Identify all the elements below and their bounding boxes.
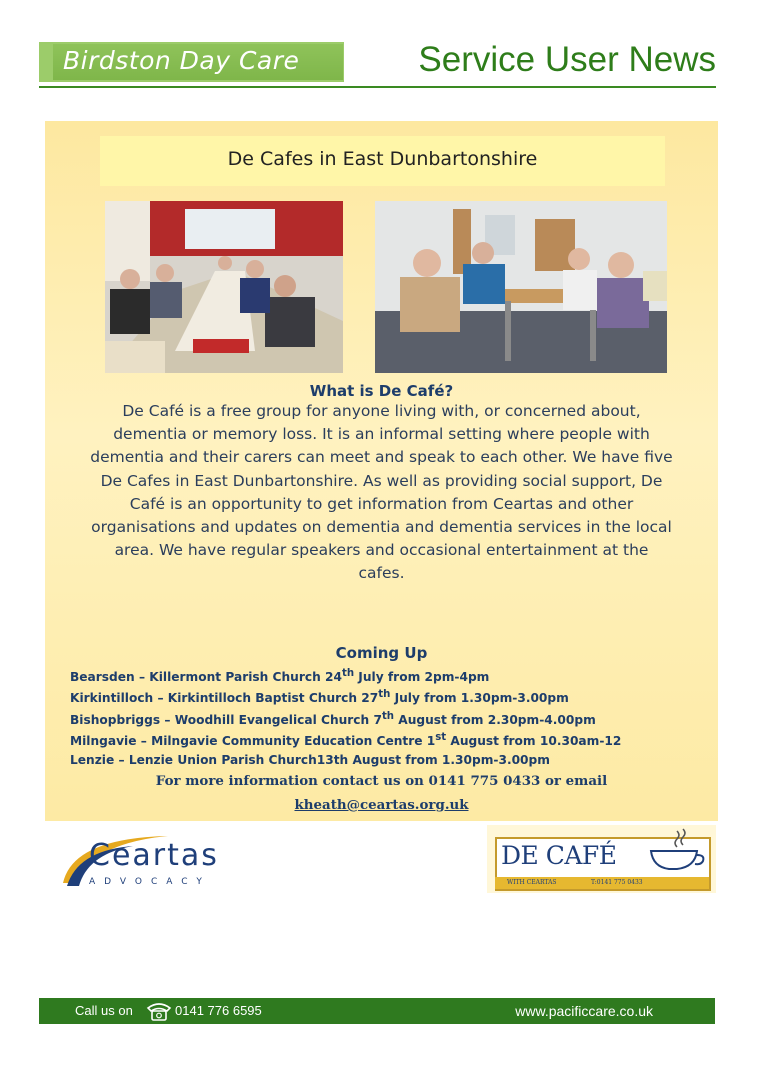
- coming-up-heading: Coming Up: [335, 644, 428, 662]
- event-item: Bearsden – Killermont Parish Church 24th July from 2pm-4pm: [70, 668, 490, 685]
- cafe-group-photo: [105, 201, 343, 373]
- event-item: Lenzie – Lenzie Union Parish Church13th August from 1.30pm-3.00pm: [70, 752, 550, 767]
- what-is-de-cafe-heading: What is De Café?: [309, 382, 454, 400]
- ceartas-tagline: ADVOCACY: [89, 877, 211, 887]
- contact-text: For more information contact us on 0141 775 0433 or email: [155, 773, 608, 789]
- de-cafe-strip-phone: T:0141 775 0433: [591, 879, 643, 886]
- header-divider: [39, 86, 716, 88]
- brand-name: Birdston Day Care: [63, 46, 300, 75]
- phone-icon: [146, 1000, 172, 1022]
- event-item: Milngavie – Milngavie Community Education Centre 1st August from 10.30am-12: [70, 732, 622, 749]
- coffee-cup-icon: [647, 827, 709, 875]
- de-cafe-logo-strip: [495, 877, 709, 889]
- cafe-table-photo: [375, 201, 667, 373]
- newsletter-title: Service User News: [418, 40, 716, 79]
- footer-website-link[interactable]: www.pacificcare.co.uk: [515, 1003, 653, 1019]
- de-cafe-wordmark: DE CAFÉ: [501, 841, 617, 870]
- poster-title: De Cafes in East Dunbartonshire: [227, 148, 538, 170]
- de-cafe-poster: [45, 121, 718, 821]
- footer-bar: [39, 998, 715, 1024]
- contact-email-link[interactable]: kheath@ceartas.org.uk: [294, 797, 469, 813]
- ceartas-wordmark: Ceartas: [89, 838, 219, 873]
- event-item: Bishopbriggs – Woodhill Evangelical Church 7th August from 2.30pm-4.00pm: [70, 710, 596, 727]
- event-item: Kirkintilloch – Kirkintilloch Baptist Church 27th July from 1.30pm-3.00pm: [70, 689, 569, 706]
- footer-call-label: Call us on: [75, 1003, 133, 1018]
- de-cafe-strip-label: WITH CEARTAS: [507, 879, 557, 886]
- event-list: [70, 665, 621, 769]
- de-cafe-logo: [487, 825, 716, 893]
- footer-phone-number[interactable]: 0141 776 6595: [175, 1003, 262, 1018]
- what-is-de-cafe-text: De Café is a free group for anyone living with, or concerned about, dementia or memory loss. It is an informal setting where people with dementia and their carers can meet and speak to each other. We have five De Cafes in East Dunbartonshire. As well as providing social support, De Café is an opportunity to get information from Ceartas and other organisations and updates on dementia and dementia services in the local area. We have regular speakers and occasional entertainment at the cafes.: [90, 402, 673, 583]
- ceartas-logo: [47, 826, 267, 893]
- poster-title-box: [100, 136, 665, 186]
